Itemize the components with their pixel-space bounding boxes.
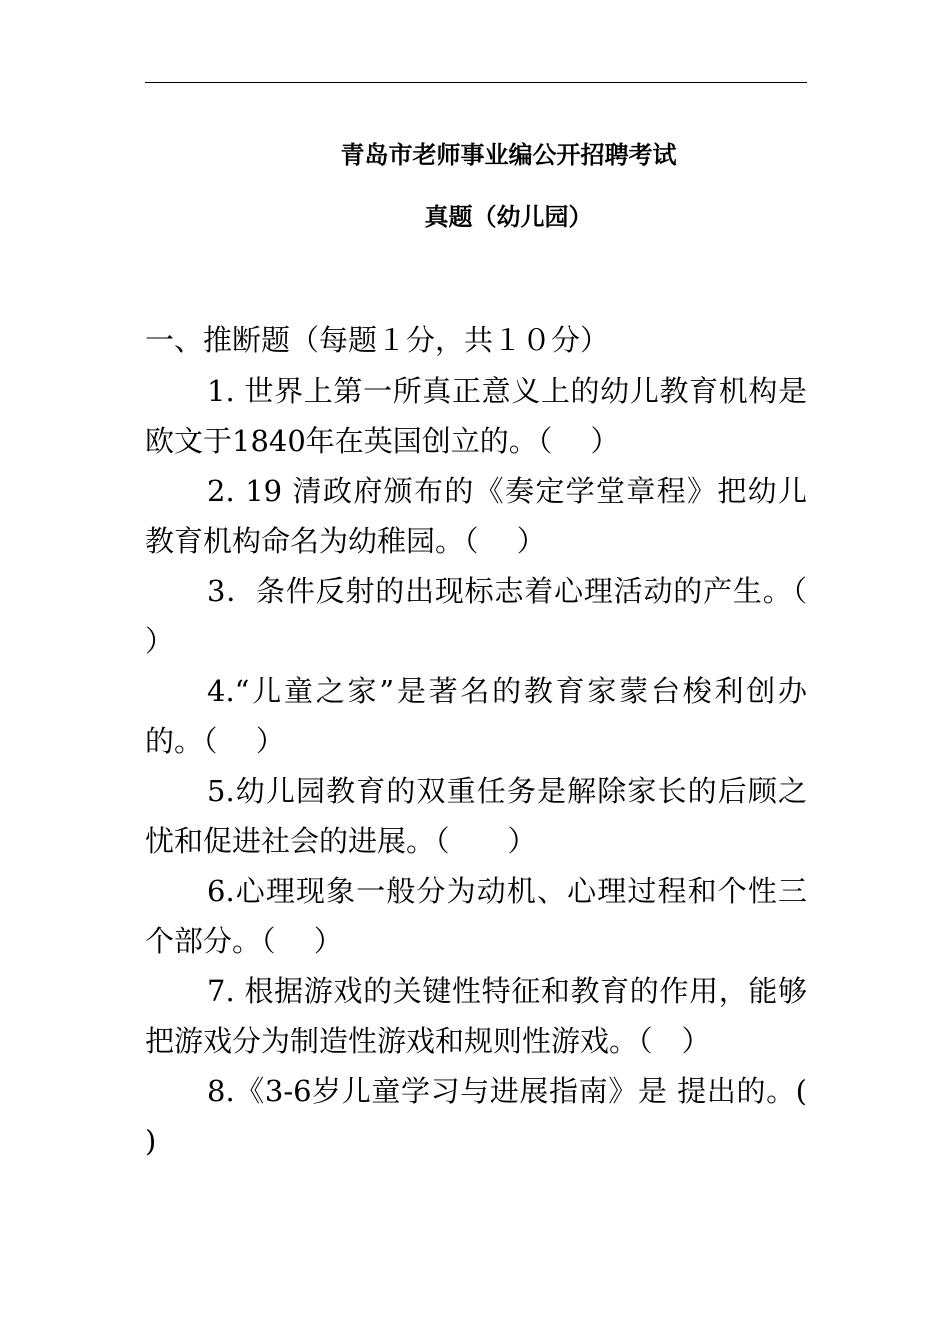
question-item: 8.《3-6岁儿童学习与进展指南》是 提出的。( ) xyxy=(145,1074,846,1158)
header-rule xyxy=(145,82,807,83)
question-item: 5.幼儿园教育的双重任务是解除家长的后顾之忧和促进社会的进展。（ ） xyxy=(145,774,807,858)
exam-title: 青岛市老师事业编公开招聘考试 xyxy=(340,140,677,169)
exam-subtitle: 真题（幼儿园） xyxy=(424,202,593,231)
question-item: 4.“儿童之家”是著名的教育家蒙台梭利创办的。（ ） xyxy=(145,674,807,758)
question-list xyxy=(145,366,846,1166)
question-item: 2. 19 清政府颁布的《奏定学堂章程》把幼儿教育机构命名为幼稚园。（ ） xyxy=(145,474,807,558)
section-heading: 一、推断题（每题１分，共１０分） xyxy=(145,323,610,357)
question-item: 7. 根据游戏的关键性特征和教育的作用，能够把游戏分为制造性游戏和规则性游戏。（ ） xyxy=(145,974,807,1058)
question-item: 3．条件反射的出现标志着心理活动的产生。（ ） xyxy=(145,574,846,658)
question-item: 1. 世界上第一所真正意义上的幼儿教育机构是欧文于1840年在英国创立的。（ ） xyxy=(145,374,807,458)
question-item: 6.心理现象一般分为动机、心理过程和个性三个部分。（ ） xyxy=(145,874,807,958)
